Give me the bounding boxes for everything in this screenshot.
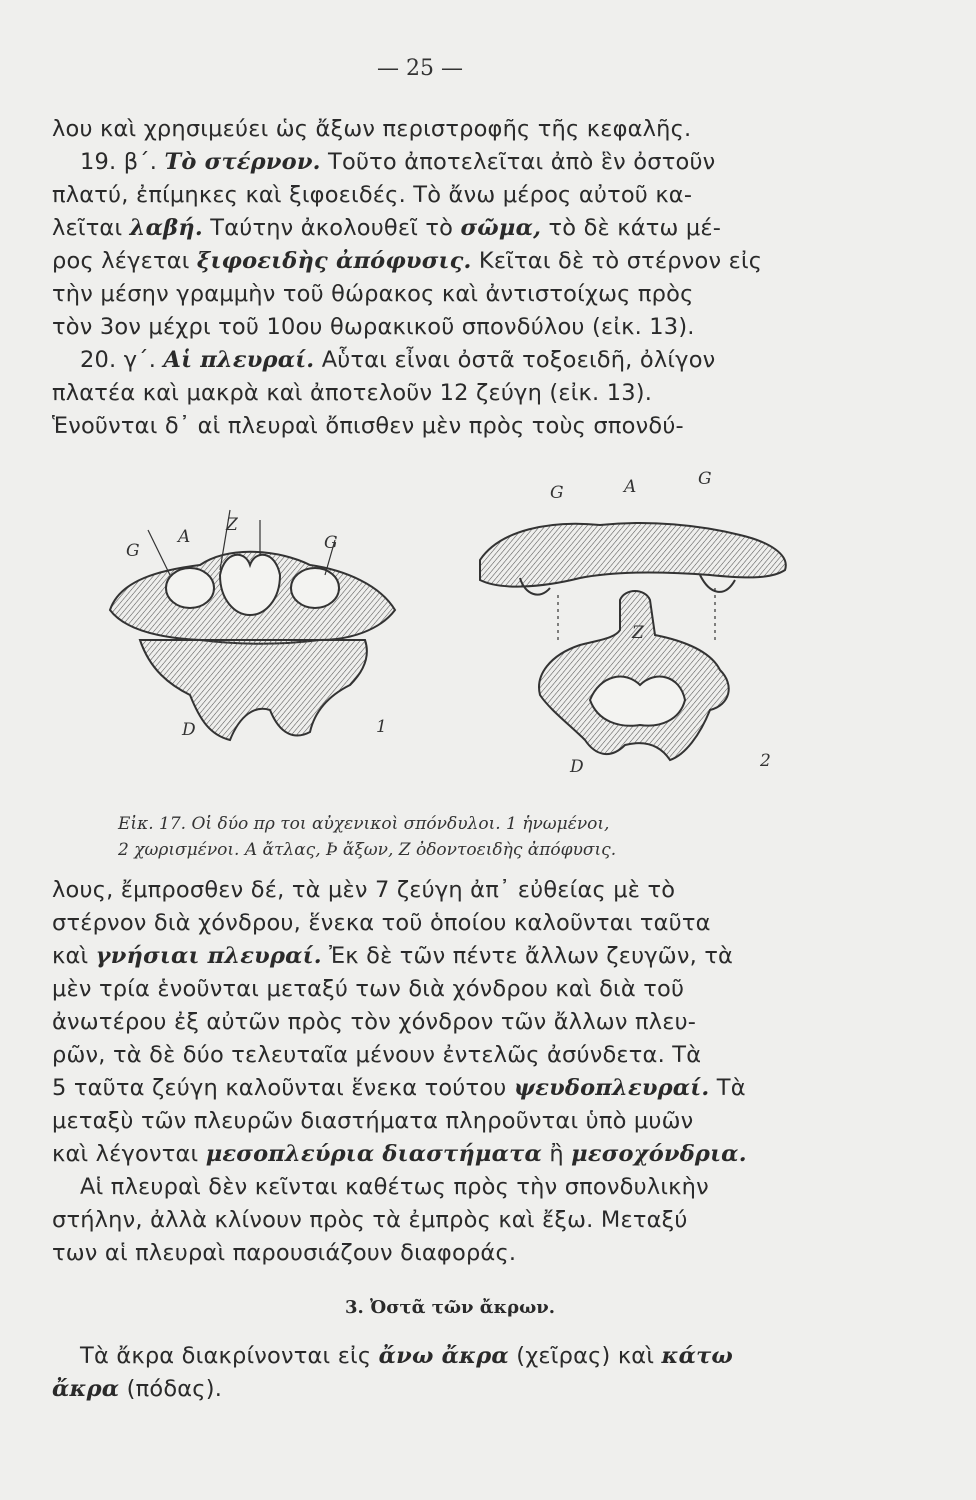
- text-line: Αἱ πλευραὶ δὲν κεῖνται καθέτως πρὸς τὴν σπονδυλικὴν: [80, 1174, 709, 1200]
- text-line: καὶ γνήσιαι πλευραί. Ἐκ δὲ τῶν πέντε ἄλλων ζευγῶν, τὰ: [52, 943, 734, 969]
- label-g-right-1: G: [550, 483, 564, 503]
- text-line: καὶ λέγονται μεσοπλεύρια διαστήματα ἢ μεσοχόνδρια.: [52, 1141, 747, 1167]
- label-g-right-2: G: [698, 470, 712, 489]
- text-line: στήλην, ἀλλὰ κλίνουν πρὸς τὰ ἐμπρὸς καὶ ἔξω. Μεταξύ: [52, 1207, 688, 1233]
- text-line: 20. γ΄. Αἱ πλευραί. Αὗται εἶναι ὀστᾶ τοξοειδῆ, ὀλίγον: [80, 347, 716, 373]
- text-line: ἄκρα (πόδας).: [52, 1376, 223, 1402]
- label-g-left-2: G: [324, 533, 338, 553]
- text-line: τὴν μέσην γραμμὴν τοῦ θώρακος καὶ ἀντιστοίχως πρὸς: [52, 281, 694, 307]
- text-line: Τὰ ἄκρα διακρίνονται εἰς ἄνω ἄκρα (χεῖρας) καὶ κάτω: [80, 1343, 734, 1369]
- figure-caption-line-1: Εἰκ. 17. Οἱ δύο πρ τοι αὐχενικοὶ σπόνδυλοι. 1 ἡνωμένοι,: [118, 814, 610, 834]
- body-text-bottom: [52, 874, 822, 1270]
- text-line: Ἑνοῦνται δ᾽ αἱ πλευραὶ ὄπισθεν μὲν πρὸς τοὺς σπονδύ-: [52, 413, 684, 439]
- text-line: μεταξὺ τῶν πλευρῶν διαστήματα πληροῦνται ὑπὸ μυῶν: [52, 1108, 694, 1134]
- section-heading: 3. Ὀστᾶ τῶν ἄκρων.: [345, 1297, 555, 1318]
- body-text-top: [52, 113, 822, 443]
- text-line: λους, ἔμπροσθεν δέ, τὰ μὲν 7 ζεύγη ἀπ᾽ εὐθείας μὲ τὸ: [52, 877, 676, 903]
- body-text-final: [52, 1340, 822, 1406]
- label-z-left: Z: [226, 515, 238, 535]
- text-line: λεῖται λαβή. Ταύτην ἀκολουθεῖ τὸ σῶμα, τὸ δὲ κάτω μέ-: [52, 215, 722, 241]
- text-line: των αἱ πλευραὶ παρουσιάζουν διαφοράς.: [52, 1240, 517, 1266]
- text-line: πλατέα καὶ μακρὰ καὶ ἀποτελοῦν 12 ζεύγη (εἰκ. 13).: [52, 380, 653, 406]
- text-line: στέρνον διὰ χόνδρου, ἕνεκα τοῦ ὁποίου καλοῦνται ταῦτα: [52, 910, 711, 936]
- figure-vertebrae: [80, 470, 840, 800]
- figure-caption-line-2: 2 χωρισμένοι. Α ἄτλας, Ϸ ἄξων, Ζ ὀδοντοειδὴς ἀπόφυσις.: [118, 840, 617, 860]
- text-line: ἀνωτέρου ἐξ αὐτῶν πρὸς τὸν χόνδρον τῶν ἄλλων πλευ-: [52, 1009, 697, 1035]
- label-num-1: 1: [376, 717, 387, 737]
- text-line: ρῶν, τὰ δὲ δύο τελευταῖα μένουν ἐντελῶς ἀσύνδετα. Τὰ: [52, 1042, 702, 1068]
- heading-sternum: Τὸ στέρνον.: [164, 149, 321, 175]
- label-a-right: A: [624, 477, 637, 497]
- page-number: — 25 —: [377, 56, 463, 81]
- text-line: λου καὶ χρησιμεύει ὡς ἄξων περιστροφῆς τῆς κεφαλῆς.: [52, 116, 692, 142]
- label-num-2: 2: [760, 751, 771, 771]
- joined-vertebrae-drawing: [110, 510, 395, 740]
- label-d-left: D: [182, 720, 196, 740]
- text-line: ρος λέγεται ξιφοειδὴς ἀπόφυσις. Κεῖται δὲ τὸ στέρνον εἰς: [52, 248, 763, 274]
- label-z-right: Z: [632, 623, 644, 643]
- label-g-left-1: G: [126, 541, 140, 561]
- text-line: τὸν 3ον μέχρι τοῦ 10ου θωρακικοῦ σπονδύλου (εἰκ. 13).: [52, 314, 695, 340]
- separated-vertebrae-drawing: [480, 470, 786, 777]
- text-line: 19. β΄. Τὸ στέρνον. Τοῦτο ἀποτελεῖται ἀπὸ ἓν ὀστοῦν: [80, 149, 716, 175]
- text-line: 5 ταῦτα ζεύγη καλοῦνται ἕνεκα τούτου ψευδοπλευραί. Τὰ: [52, 1075, 746, 1101]
- text-line: μὲν τρία ἑνοῦνται μεταξύ των διὰ χόνδρου καὶ διὰ τοῦ: [52, 976, 685, 1002]
- label-a-left: A: [178, 527, 191, 547]
- text-line: πλατύ, ἐπίμηκες καὶ ξιφοειδές. Τὸ ἄνω μέρος αὐτοῦ κα-: [52, 182, 693, 208]
- heading-ribs: Αἱ πλευραί.: [163, 347, 315, 373]
- label-d-right: D: [570, 757, 584, 777]
- vertebrae-illustration: [80, 470, 840, 800]
